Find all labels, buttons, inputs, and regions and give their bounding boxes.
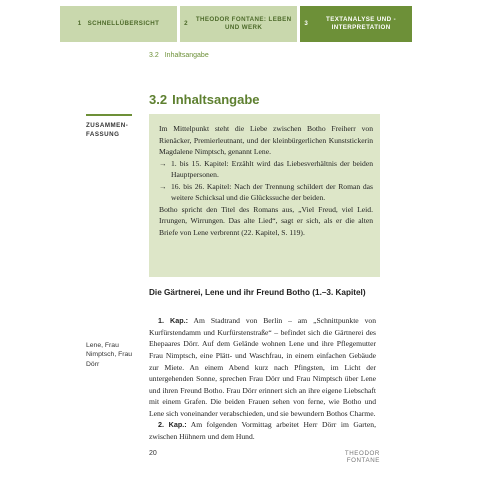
tab-label: TEXTANALYSE UND -INTERPRETATION (326, 15, 397, 31)
footer-author: THEODOR FONTANE (344, 450, 380, 464)
summary-item (159, 181, 373, 204)
margin-note-characters: Lene, Frau Nimptsch, Frau Dörr (86, 342, 133, 368)
chapter-heading: Die Gärtnerei, Lene und ihr Freund Botho (1.–3. Kapitel) (149, 288, 366, 297)
chapter-label: 1. Kap.: (158, 316, 189, 325)
paragraph-text: Am folgenden Vormittag arbeitet Herr Dörr im Garten, zwischen Hühnern und dem Hund. (149, 420, 376, 442)
section-label: Inhaltsangabe (172, 92, 260, 107)
tab-number: 1 (77, 19, 82, 27)
margin-divider (86, 114, 132, 116)
running-head-number: 3.2 (149, 52, 159, 59)
tab-leben-und-werk[interactable] (180, 6, 297, 42)
page-number: 20 (149, 450, 157, 457)
tab-textanalyse[interactable] (300, 6, 412, 42)
tab-number: 3 (304, 19, 309, 27)
running-head (149, 52, 209, 59)
margin-summary-label: ZUSAMMEN-FASSUNG (86, 122, 129, 138)
tab-schnelluebersicht[interactable] (60, 6, 177, 42)
running-head-label: Inhaltsangabe (164, 52, 209, 59)
chapter-tabs (60, 6, 412, 42)
arrow-icon: → (159, 158, 167, 168)
section-title (149, 92, 260, 107)
summary-outro: Botho spricht den Titel des Romans aus, „Viel Freud, viel Leid. Irrungen, Wirrungen. Das alte Lied“, sagt er sich, als er die alten Briefe von Lene verbrennt (22. Kapitel, S. 119). (159, 204, 373, 237)
summary-item-text: 1. bis 15. Kapitel: Erzählt wird das Liebesverhältnis der beiden Hauptpersonen. (171, 158, 373, 180)
summary-item (159, 158, 373, 181)
chapter-label: 2. Kap.: (158, 420, 187, 430)
paragraph-chapter-2 (149, 419, 376, 442)
summary-intro: Im Mittelpunkt steht die Liebe zwischen Botho Freiherr von Rienäcker, Premierleutnant, und der kleinbürgerlichen Kunststickerin Magdalene Nimptsch, genannt Lene. (159, 124, 373, 157)
section-number: 3.2 (149, 92, 168, 107)
arrow-icon: → (159, 181, 167, 191)
summary-item-text: 16. bis 26. Kapitel: Nach der Trennung schildert der Roman das weitere Schicksal und die Glückssuche der beiden. (171, 181, 373, 203)
body-text (149, 315, 376, 443)
paragraph-text: Am Stadtrand von Berlin – am „Schnittpunkte von Kurfürstendamm und Kurfürstenstraße“ – befindet sich die Gärtnerei des Ehepaares Dörr. Auf dem Gelände wohnen Lene und ihre Pflegemutter Frau Nimptsch, eine Plätt- und Waschfrau, in einem einfachen Gebäude zur Miete. An einem Abend kurz nach Pfingsten, im Licht der untergehenden Sonne, sprechen Frau Dörr und Frau Nimptsch über Lene und ihren Freund Botho. Frau Dörr erinnert sich an ihre eigene Liebschaft mit einem Grafen. Die beiden Frauen sehen von ferne, wie Botho und Lene sich voneinander verabschieden, und sie bewundern Bothos Charme. (149, 316, 377, 418)
summary-box (149, 114, 380, 277)
tab-label: THEODOR FONTANE: LEBEN UND WERK (195, 15, 292, 31)
tab-number: 2 (184, 19, 188, 27)
paragraph-chapter-1 (149, 315, 376, 419)
tab-label: SCHNELLÜBERSICHT (87, 19, 160, 27)
